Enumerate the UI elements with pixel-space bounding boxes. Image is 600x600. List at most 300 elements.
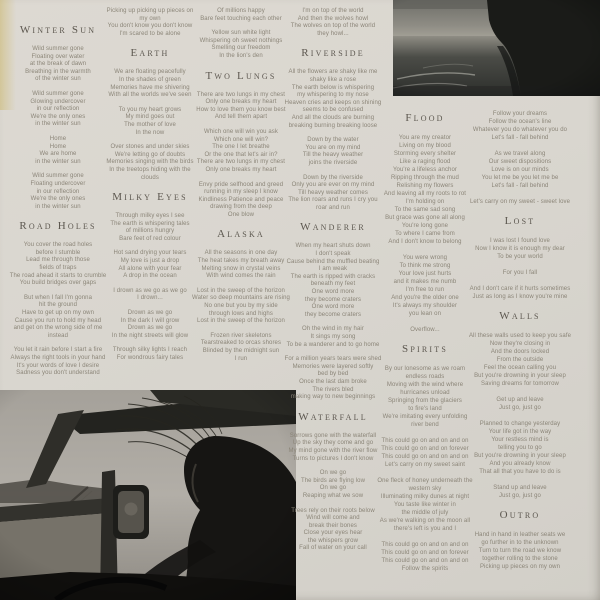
lyric-line: This could go on and on and on (381, 558, 469, 564)
lyric-line: Blinded by the midnight sun (202, 348, 280, 354)
lyric-line: Sorrows gone with the waterfall (289, 432, 377, 439)
lyric-line: We're the only ones (30, 113, 86, 120)
lyric-line: Let's fall - fall behind (491, 183, 549, 189)
stanza (283, 356, 383, 402)
lyric-line: running in my sleep I know (204, 189, 278, 196)
lyric-line: Lead me through those (26, 257, 90, 264)
lyric-line: Through milky eyes I see (115, 213, 185, 220)
stanza (101, 288, 199, 303)
lyric-line: in the winter sun (35, 121, 81, 128)
lyric-line: I drown as we go as we go (113, 287, 187, 294)
lyric-line: It's your words of love I desire (16, 362, 100, 369)
lyric-line: The rivers bled (312, 386, 354, 393)
lyric-line: That all that you have to do is (479, 469, 561, 475)
stanza (190, 288, 292, 326)
lyric-line: Follow your dreams (492, 111, 548, 117)
lyric-line: And I don't care if it hurts sometimes (469, 286, 571, 292)
lyric-line: Bare feet touching each other (200, 15, 282, 22)
lyric-line: in the winter sun (35, 203, 81, 210)
lyric-line: My love is just a drop (120, 258, 180, 265)
stanza (101, 310, 199, 340)
lyric-line: the middle of july (401, 510, 449, 516)
lyric-line: From the outside (496, 357, 544, 363)
lyric-line: Tearstreaked to orcas shores (200, 340, 282, 347)
lyric-line: in our reflection (36, 106, 80, 113)
lyric-line: Memories have me shivering (110, 84, 190, 91)
lyric-line: Reaping what we sow (302, 492, 364, 499)
lyric-line: Till the heavy weather (302, 152, 364, 159)
lyric-line: This could go on and on forever (381, 446, 469, 452)
stanza (465, 198, 575, 206)
lyric-line: As we're walking on the moon all (379, 518, 471, 524)
lyric-line: The road ahead it starts to crumble (9, 272, 107, 279)
lyric-line: And all the clouds are burning (291, 114, 375, 121)
lyric-line: How to love them you know best (196, 106, 286, 113)
lyric-line: No one but you by my side (204, 303, 278, 310)
lyric-line: All the flowers are shaky like me (288, 69, 378, 76)
lyric-line: Of millions happy (217, 8, 265, 14)
lyric-line: Floating over water (31, 53, 85, 60)
stanza (377, 477, 473, 533)
stanza (283, 326, 383, 349)
stanza (6, 173, 110, 211)
lyric-line: Like a raging flood (399, 159, 451, 165)
lyric-line: By our lonesome as we roam (384, 366, 466, 372)
lyric-line: Now I know it is enough my dear (475, 246, 565, 252)
lyric-line: Whispering oh sweet nothings (199, 37, 283, 44)
lyric-line: Love is on our minds (491, 167, 549, 173)
lyric-line: You're long gone (401, 223, 449, 229)
lyric-line: You're a lifeless anchor (392, 167, 458, 173)
lyric-line: In the shades of green (119, 76, 181, 83)
lyrics-column-3 (190, 8, 292, 370)
lyric-line: Sadness you don't understand (16, 370, 100, 377)
lyric-line: Oh the wind in my hair (302, 326, 364, 333)
lyric-line: We're imitating every unfolding (382, 414, 468, 420)
lyric-line: and get on the wrong side of me (13, 325, 103, 332)
stanza (465, 531, 575, 571)
lyric-line: My mind goes out (125, 114, 175, 121)
lyric-line: For you I fall (502, 270, 538, 276)
song-title-riverside: Riverside (301, 47, 365, 60)
lyric-line: roar and run (316, 204, 350, 211)
lyric-line: Lost in the sweep of the horizon (197, 318, 285, 325)
lyric-line: Melting snow in crystal veins (201, 265, 281, 272)
lyric-line: There are two lungs in my chest (196, 91, 286, 98)
lyric-line: and it makes me numb (393, 279, 457, 285)
lyric-line: Just as long as I know you're mine (472, 294, 568, 300)
lyric-line: in the winter sun (35, 158, 81, 165)
seascape-photo (393, 0, 600, 96)
lyric-line: All these walls used to keep you safe (468, 333, 572, 339)
lyric-line: I'm holding on (405, 199, 445, 205)
lyric-line: Just go, just go (499, 405, 541, 411)
lyric-line: A drop in the ocean (123, 273, 177, 280)
stanza (377, 365, 473, 429)
lyric-line: We are home (39, 151, 77, 158)
lyric-line: Picking up picking up pieces on (106, 8, 194, 14)
song-title-walls: Walls (499, 310, 541, 322)
lyric-line: In the night streets will glow (111, 332, 189, 339)
lyric-line: You don't know you don't know (107, 23, 193, 30)
lyric-line: Down by the water (307, 137, 359, 144)
stanza (6, 46, 110, 84)
lyric-line: Springing from the glaciers (387, 398, 463, 404)
lyric-line: Which one will win? (213, 136, 269, 143)
lyric-line: The earth below is whispering (291, 84, 375, 91)
stanza (377, 254, 473, 318)
lyric-line: fields of traps (39, 265, 77, 272)
lyric-line: Home (49, 143, 67, 150)
lyric-line: And leaving all my roots to rot (383, 191, 467, 197)
lyric-line: As we travel along (494, 151, 546, 157)
lyric-line: On we go (319, 470, 347, 477)
lyric-line: they howl... (317, 30, 349, 37)
song-title-outro: Outro (499, 509, 541, 521)
song-title-spirits: Spirits (402, 343, 448, 355)
lyric-line: of millions hungry (125, 228, 175, 235)
song-title-winter-sun: Winter Sun (19, 24, 97, 36)
lyric-line: Glowing undercover (30, 98, 86, 105)
lyric-line: Living on my blood (399, 143, 451, 149)
lyric-line: Picking up pieces on my own (479, 564, 561, 570)
stanza (101, 347, 199, 362)
lyric-line: I am weak (318, 266, 348, 273)
lyric-line: Your life got in the way (488, 429, 552, 435)
lyric-line: I'm on top of the world (302, 8, 364, 14)
stanza (465, 110, 575, 142)
lyric-line: Have to get up on my own (21, 310, 95, 317)
lyric-line: One fleck of honey underneath the (377, 478, 473, 484)
lyric-line: We're the only ones (30, 196, 86, 203)
lyric-line: the whispers grow (307, 537, 359, 544)
stanza (6, 136, 110, 166)
stanza (465, 332, 575, 388)
lyric-line: For wondrous fairy tales (116, 355, 184, 361)
lyric-line: Bare feet of red colour (119, 235, 181, 242)
lyric-line: Memories singing with the birds (106, 159, 194, 166)
lyric-line: When my heart shuts down (295, 243, 371, 250)
lyric-line: Up the sky they come and go (292, 440, 374, 447)
lyric-line: Just go, just go (499, 493, 541, 499)
lyric-line: The one I let breathe (212, 144, 270, 151)
lyric-line: Stand up and leave (493, 485, 547, 491)
lyric-line: at the break of dawn (29, 61, 87, 68)
lyric-line: And you're the older one (391, 295, 459, 301)
lyric-line: Wind will come and (306, 515, 360, 522)
lyric-line: You are my creator (398, 135, 452, 141)
lyric-line: The earth is ripped with cracks (290, 273, 376, 280)
lyric-line: Turn to turn the road we know (478, 548, 562, 554)
lyric-line: Cause behind the muffled beating (286, 258, 380, 265)
lyric-line: Get up and leave (496, 397, 544, 403)
lyric-line: Let's carry on my sweet saint (384, 462, 466, 468)
stanza (283, 175, 383, 213)
lyric-line: And then the wolves howl (297, 15, 369, 22)
lyric-line: Till heavy weather comes (298, 189, 368, 196)
stanza (283, 243, 383, 319)
lyric-line: This could go on and on and on (381, 454, 469, 460)
lyric-line: I was lost I found love (490, 238, 550, 244)
lyric-line: The wolves on top of the world (290, 23, 376, 30)
lyric-line: Illuminating milky dunes at night (380, 494, 470, 500)
lyric-line: In the lion's den (219, 52, 263, 59)
lyric-line: In the now (135, 129, 165, 136)
stanza (190, 8, 292, 23)
lyric-line: Water so deep mountains are rising (192, 295, 290, 302)
lyric-line: my own (139, 15, 161, 22)
lyric-line: Always the right tools in your hand (10, 355, 106, 361)
lyric-line: But you're drowning in your sleep (474, 373, 566, 379)
lyric-line: to fire's land (408, 406, 442, 412)
stanza (465, 396, 575, 412)
lyrics-column-6 (465, 110, 575, 579)
lyric-line: Smelling our freedom (211, 45, 271, 52)
stanza (283, 137, 383, 167)
lyric-line: With wind comes the rain (206, 273, 276, 280)
lyric-line: It's always my shoulder (392, 303, 458, 309)
lyrics-column-5 (377, 112, 473, 581)
lyric-line: This could go on and on forever (381, 550, 469, 556)
lyric-line: One blow (227, 211, 255, 218)
stanza (6, 91, 110, 129)
lyric-line: Only one breaks my heart (205, 166, 277, 173)
lyric-line: There are two lungs in my chest (196, 159, 286, 166)
stanza (465, 484, 575, 500)
lyric-line: We are floating peacefully (114, 69, 186, 76)
lyric-line: Memories were layered softly (292, 363, 374, 370)
lyric-line: In the treetops hiding with the (109, 166, 191, 173)
lyric-line: To think me strong (399, 263, 451, 269)
lyric-line: river bend (411, 422, 439, 428)
stanza (465, 420, 575, 476)
stanza (283, 8, 383, 38)
lyric-line: shaky like a rose (309, 76, 357, 83)
lyric-line: But you're drowning in your sleep (474, 453, 566, 459)
stanza (190, 250, 292, 280)
stanza (190, 182, 292, 220)
lyric-line: hurricanes unload (400, 390, 450, 396)
lyric-line: And the doors locked (490, 349, 550, 355)
lyric-line: My mind gone with the river flow (288, 447, 378, 454)
lyric-line: Let's fall - fall behind (491, 135, 549, 141)
lyric-line: I'm free to run (405, 287, 445, 293)
lyric-line: break their bones (308, 522, 358, 529)
lyric-line: I don't speak (315, 251, 351, 258)
lyric-line: western sky (408, 486, 442, 492)
lyric-line: And I don't know to belong (388, 239, 462, 245)
lyric-line: Overflow... (410, 327, 440, 333)
lyric-line: To be a wanderer and to go home (286, 341, 380, 348)
lyric-line: But when I fall I'm gonna (23, 294, 93, 301)
song-title-earth: Earth (130, 47, 170, 60)
lyric-line: You were wrong (402, 255, 448, 261)
lyric-line: With all the worlds we've seen (108, 92, 192, 99)
lyric-line: For a million years tears were shed (284, 356, 382, 363)
lyric-line: Fall of water on your call (299, 545, 367, 552)
lyric-line: Drown as we go (127, 310, 173, 317)
stanza (283, 470, 383, 500)
lyric-line: You cover the road holes (23, 242, 93, 249)
lyric-line: Lost in the sweep of the horizon (197, 287, 285, 294)
lyric-line: instead (47, 332, 69, 339)
song-title-road-holes: Road Holes (19, 220, 97, 233)
lyric-line: hit the ground (38, 302, 78, 309)
lyric-line: The lion roars and runs I cry you (288, 197, 378, 204)
lyric-line: Hand in hand in leather seats we (474, 532, 566, 538)
stanza (190, 30, 292, 60)
lyric-line: bed by bed (317, 371, 349, 378)
lyric-line: Once the last dam broke (299, 378, 367, 385)
lyric-line: I'm scared to be alone (119, 30, 181, 37)
lyric-line: Trees rely on their roots below (291, 507, 375, 514)
stanza (283, 69, 383, 130)
lyric-line: Now they're closing in (489, 341, 551, 347)
lyric-line: Turns to pictures I don't know (292, 455, 374, 462)
song-title-alaska: Alaska (217, 228, 265, 241)
stanza (283, 508, 383, 554)
lyric-line: To the same sad song (394, 207, 456, 213)
lyric-line: before I stumble (35, 249, 81, 256)
lyric-line: To where I came from (395, 231, 455, 237)
stanza (283, 433, 383, 463)
stanza (377, 541, 473, 573)
stanza (465, 150, 575, 190)
lyric-line: Saving dreams for tomorrow (481, 381, 559, 387)
lyric-line: making way to new beginnings (290, 394, 376, 401)
lyric-line: On we go (319, 485, 347, 492)
lyric-line: Yellow sun white light (211, 30, 271, 37)
lyric-line: Only you are ever on my mind (291, 182, 375, 189)
lyric-line: together rolling to the stone (482, 556, 558, 562)
lyric-line: Moving with the wind where (386, 382, 464, 388)
song-title-milky-eyes: Milky Eyes (112, 191, 188, 204)
stanza (190, 92, 292, 122)
lyric-line: I drown... (137, 295, 163, 302)
lyric-line: in our reflection (36, 188, 80, 195)
lyric-line: go further in to the unknown (481, 540, 559, 546)
lyric-line: Drown as we go (127, 325, 173, 332)
lyric-line: Frozen river skeletons (210, 332, 272, 339)
lyric-line: seems to be confused (302, 107, 364, 114)
lyric-line: Wild summer gone (32, 90, 84, 97)
lyric-line: Follow the spirits (401, 566, 449, 572)
lyric-line: Storming every shelter (393, 151, 457, 157)
song-title-waterfall: Waterfall (298, 410, 368, 423)
lyric-line: my whispering to my nose (297, 92, 369, 99)
song-title-flood: Flood (405, 112, 445, 124)
lyric-line: All alone with your fear (118, 265, 182, 272)
song-title-lost: Lost (504, 215, 536, 227)
stanza (101, 144, 199, 182)
lyric-line: Let's carry on my sweet - sweet love (469, 199, 571, 205)
stanza (101, 107, 199, 137)
lyric-line: The mother of love (124, 121, 176, 128)
stanza (6, 295, 110, 341)
lyric-line: And you already know (489, 461, 551, 467)
lyric-line: One word more (311, 304, 355, 311)
lyric-line: The heat takes my breath away (197, 258, 285, 265)
stanza (465, 285, 575, 301)
stanza (190, 333, 292, 363)
lyric-line: All the seasons in one day (204, 250, 278, 257)
lyric-line: endless roads (405, 374, 445, 380)
lyric-line: Our sweet dispositions (488, 159, 552, 165)
stanza (6, 347, 110, 377)
stanza (101, 69, 199, 99)
lyric-line: This could go on and on and on (381, 438, 469, 444)
lyric-line: Floating undercover (30, 180, 86, 187)
lyric-line: You let me be you let me be (481, 175, 559, 181)
song-title-two-lungs: Two Lungs (205, 69, 277, 82)
lyric-line: Wild summer gone (32, 173, 84, 180)
lyric-line: Or the one that let's air in? (204, 151, 278, 158)
lyrics-column-1 (6, 24, 110, 385)
lyric-line: Whatever you do whatever you do (472, 127, 568, 133)
lyric-line: But grace was gone all along (385, 215, 465, 221)
stanza (465, 269, 575, 277)
lyric-line: Which one will win you ask (204, 128, 278, 135)
lyric-line: We're letting go of doubts (114, 151, 186, 158)
lyric-line: Feel the ocean calling you (483, 365, 557, 371)
lyric-line: Wild summer gone (32, 46, 84, 52)
song-title-wanderer: Wanderer (300, 221, 366, 234)
lyric-line: Down by the riverside (303, 174, 363, 181)
lyric-line: Home (49, 135, 67, 142)
lyric-line: there's left is you and I (393, 526, 457, 532)
lyric-line: Through silky lights I reach (112, 347, 188, 354)
lyric-line: through lows and highs (209, 310, 273, 317)
lyric-line: The earth is whispering tales (110, 220, 190, 227)
lyric-line: Ripping through the mud (390, 175, 459, 181)
lyric-line: Planned to change yesterday (479, 421, 561, 427)
lyric-line: drawing from the deep (210, 204, 272, 211)
lyric-line: Breathing in the warmth (25, 68, 91, 75)
lyric-line: This could go on and on and on (381, 542, 469, 548)
lyric-line: One word more (311, 289, 355, 296)
stanza (190, 129, 292, 175)
stanza (101, 8, 199, 38)
stanza (465, 237, 575, 261)
stanza (101, 250, 199, 280)
lyric-line: breaking burning breaking loose (288, 122, 378, 129)
lyric-line: Your restless mind is (491, 437, 549, 443)
lyric-line: Envy pride selfhood and greed (198, 181, 284, 188)
lyric-line: they become craters (304, 311, 362, 318)
stanza (6, 242, 110, 288)
lyric-line: Close your eyes hear (303, 530, 363, 537)
lyric-line: To be your world (497, 254, 543, 260)
stanza (377, 134, 473, 246)
lyric-line: Kindliness Patience and peace (198, 196, 284, 203)
lyric-line: And tell them apart (214, 114, 268, 121)
lyric-line: Heaven cries and keeps on shining (284, 99, 382, 106)
lyric-line: Follow the ocean's line (488, 119, 552, 125)
lyric-line: I run (234, 355, 248, 362)
lyric-line: beneath my feet (310, 281, 356, 288)
lyric-line: Hot sand drying your tears (113, 250, 187, 257)
car-interior-photo (0, 390, 296, 600)
lyric-line: Cause you run to hold my head (14, 317, 102, 324)
lyric-line: It sings my song (310, 334, 356, 340)
lyric-line: You let it rain before I start a fire (13, 347, 103, 354)
lyric-line: To you my heart grows (118, 106, 182, 113)
lyric-line: You build bridges over gaps (19, 280, 97, 287)
lyric-line: In the dark I will grow (120, 317, 180, 324)
stanza (377, 326, 473, 334)
lyric-line: they become craters (304, 296, 362, 303)
lyric-line: telling you to go (498, 445, 542, 451)
